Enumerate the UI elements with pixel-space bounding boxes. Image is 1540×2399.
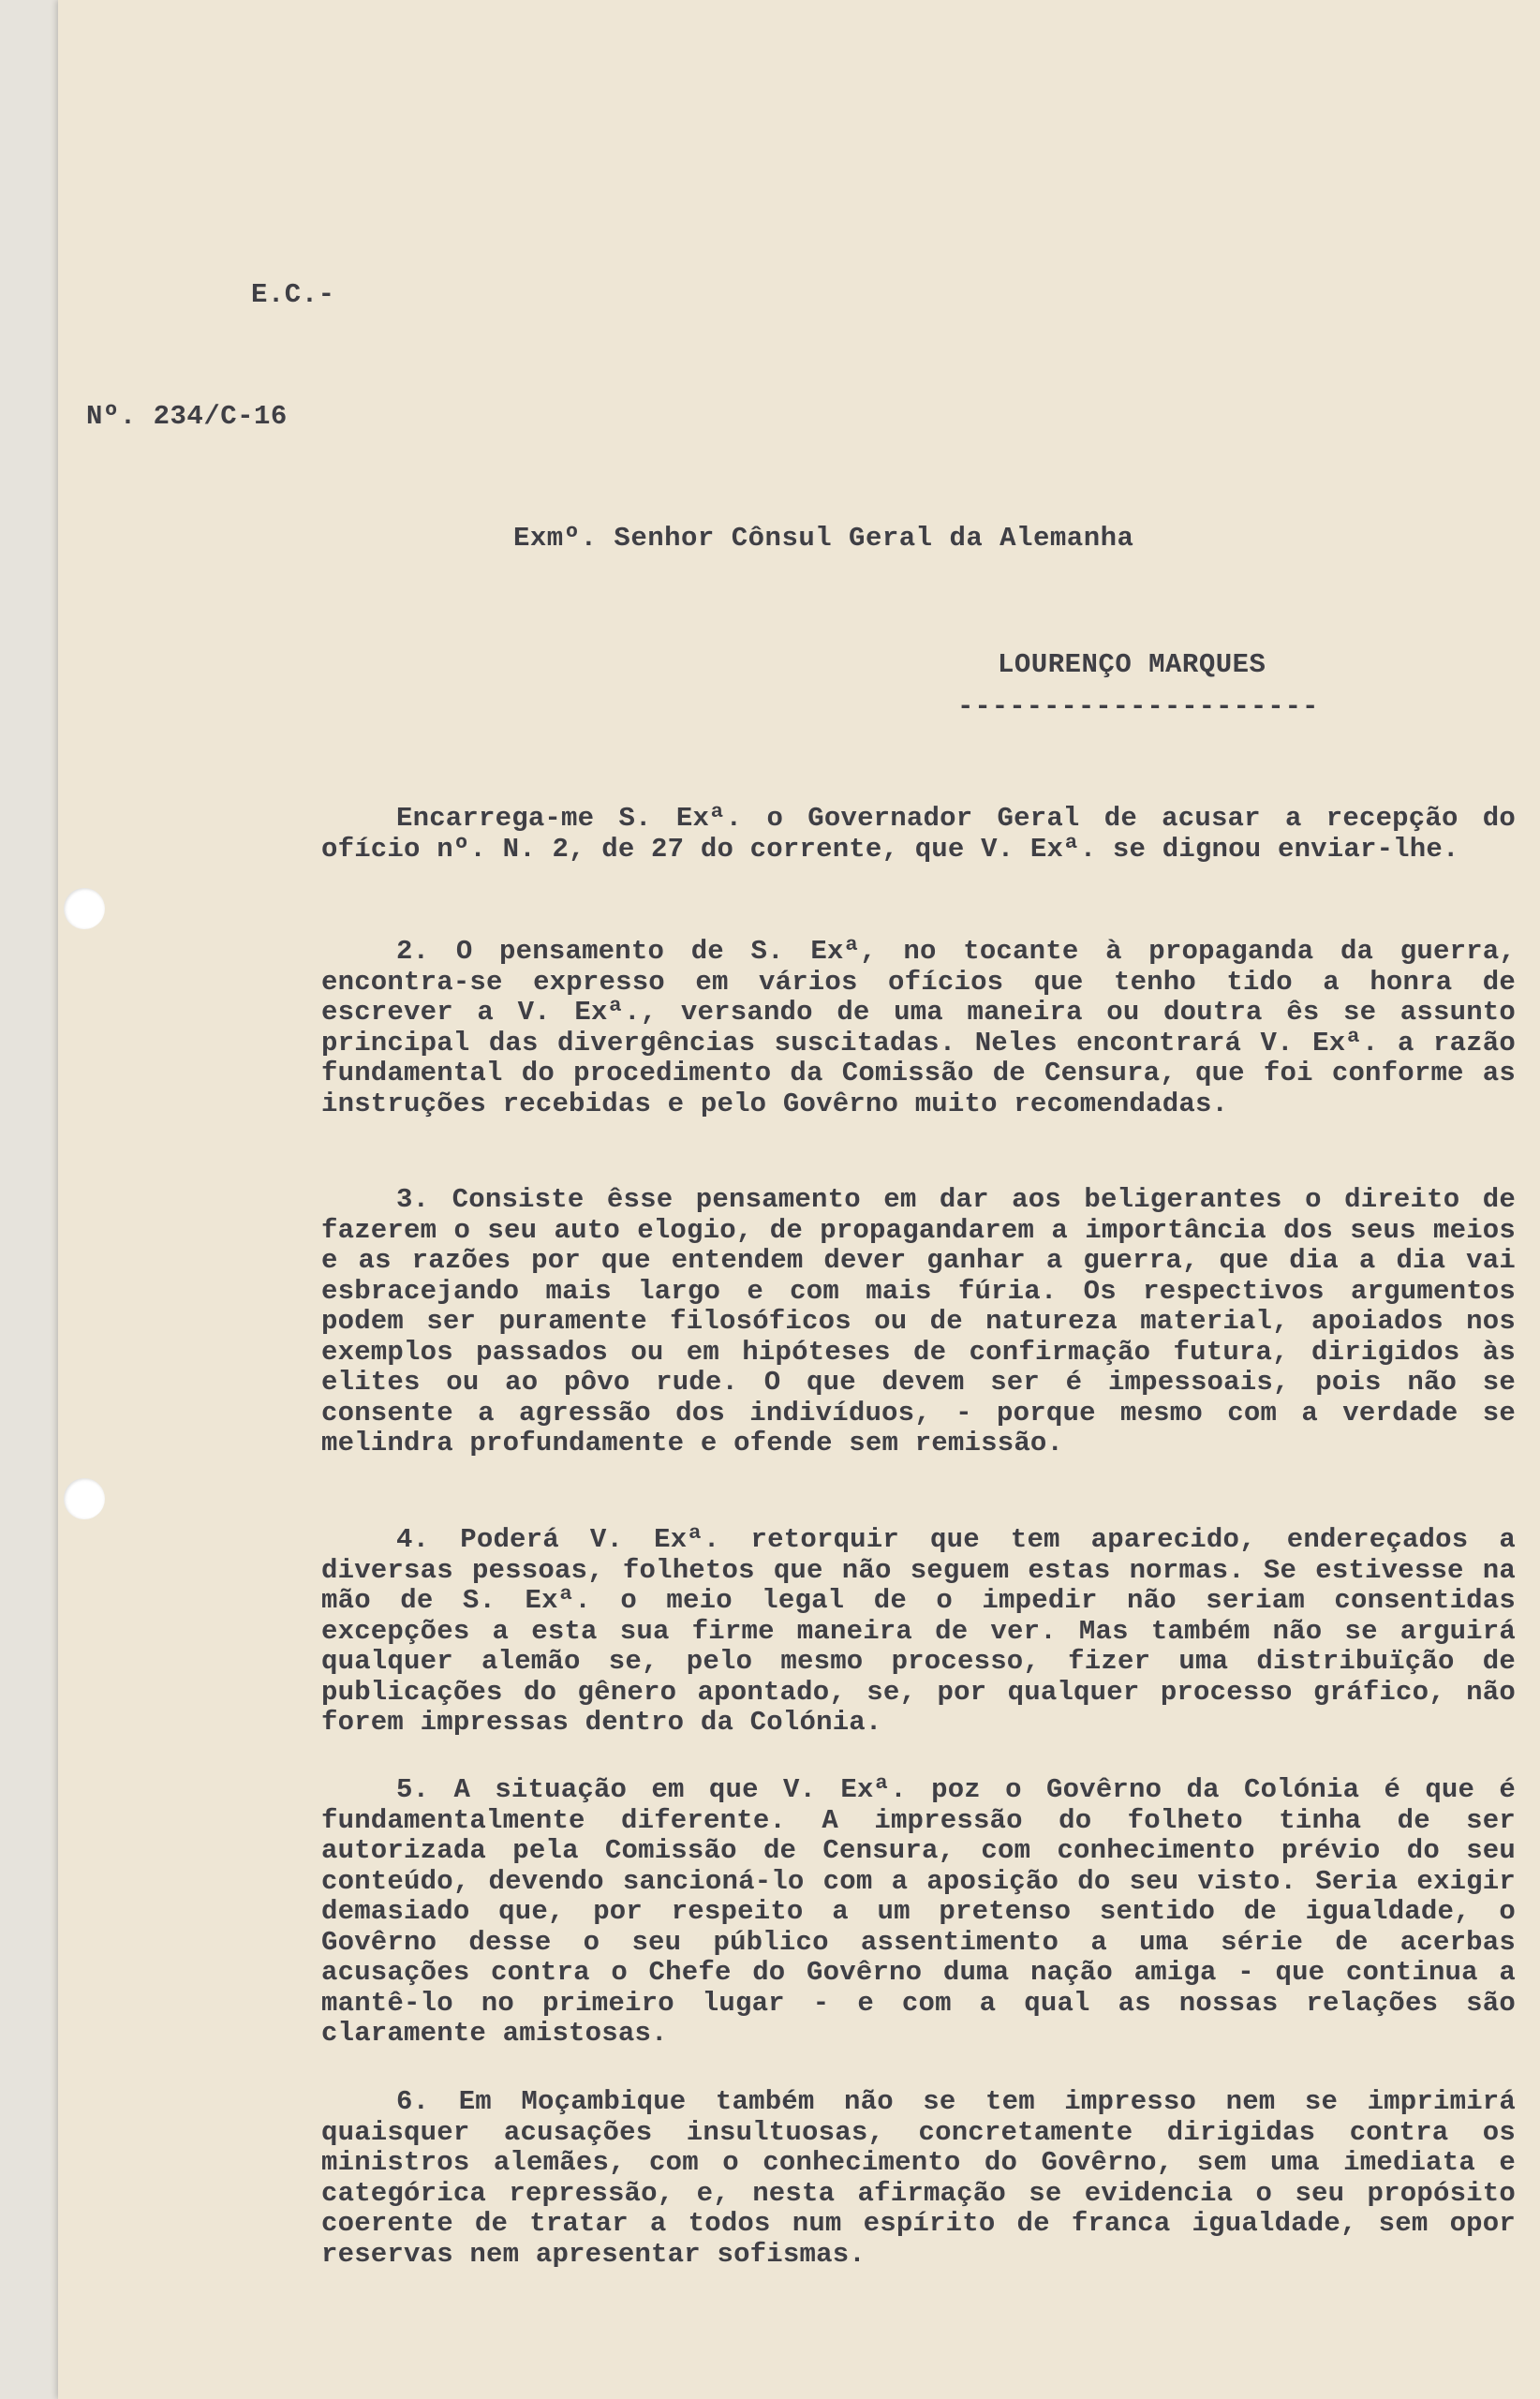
paragraph-5: 5. A situação em que V. Exª. poz o Govêrno da Colónia é que é fundamentalmente diferente. A impressão do folheto tinha de ser autorizada pela Comissão de Censura, com conhecimento prévio do seu conteúdo, devendo sancioná-lo com a aposição do seu visto. Seria exigir demasiado que, por respeito a um pretenso sentido de igualdade, o Govêrno desse o seu público assentimento a uma série de acerbas acusações contra o Chefe do Govêrno duma nação amiga - que continua a mantê-lo no primeiro lugar - e com a qual as nossas relações são claramente amistosas. (321, 1774, 1516, 2049)
punch-hole-top (64, 888, 105, 929)
city-underline: --------------------- (957, 691, 1320, 722)
addressee-title: Exmº. Senhor Cônsul Geral da Alemanha (513, 523, 1134, 554)
addressee-city: LOURENÇO MARQUES (998, 649, 1266, 680)
scan-background (0, 0, 58, 2399)
paragraph-4: 4. Poderá V. Exª. retorquir que tem aparecido, endereçados a diversas pessoas, folhetos que não seguem estas normas. Se estivesse na mão de S. Exª. o meio legal de o impedir não seriam consentidas excepções a esta sua firme maneira de ver. Mas também não se arguirá qualquer alemão se, pelo mesmo processo, fizer uma distribuïção de publicações do gênero apontado, se, por qualquer processo gráfico, não forem impressas dentro da Colónia. (321, 1524, 1516, 1738)
paragraph-1: Encarrega-me S. Exª. o Governador Geral de acusar a recepção do ofício nº. N. 2, de 27 do corrente, que V. Exª. se dignou enviar-lhe. (321, 803, 1516, 865)
paragraph-3: 3. Consiste êsse pensamento em dar aos beligerantes o direito de fazerem o seu auto elogio, de propagandarem a importância dos seus meios e as razões por que entendem dever ganhar a guerra, que dia a dia vai esbracejando mais largo e com mais fúria. Os respectivos argumentos podem ser puramente filosóficos ou de natureza material, apoiados nos exemplos passados ou em hipóteses de confirmação futura, dirigidos às elites ou ao pôvo rude. O que devem ser é impessoais, pois não se consente a agressão dos indivíduos, - porque mesmo com a verdade se melindra profundamente e ofende sem remissão. (321, 1184, 1516, 1459)
paragraph-2: 2. O pensamento de S. Exª, no tocante à propaganda da guerra, encontra-se expresso em vários ofícios que tenho tido a honra de escrever a V. Exª., versando de uma maneira ou doutra ês se assunto principal das divergências suscitadas. Neles encontrará V. Exª. a razão fundamental do procedimento da Comissão de Censura, que foi conforme as instruções recebidas e pelo Govêrno muito recomendadas. (321, 936, 1516, 1119)
paragraph-6: 6. Em Moçambique também não se tem impresso nem se imprimirá quaisquer acusações insultuosas, concretamente dirigidas contra os ministros alemães, com o conhecimento do Govêrno, sem uma imediata e categórica repressão, e, nesta afirmação se evidencia o seu propósito coerente de tratar a todos num espírito de franca igualdade, sem opor reservas nem apresentar sofismas. (321, 2086, 1516, 2270)
reference-code: E.C.- (251, 279, 335, 310)
punch-hole-bottom (64, 1478, 105, 1519)
document-number: Nº. 234/C-16 (86, 401, 288, 432)
